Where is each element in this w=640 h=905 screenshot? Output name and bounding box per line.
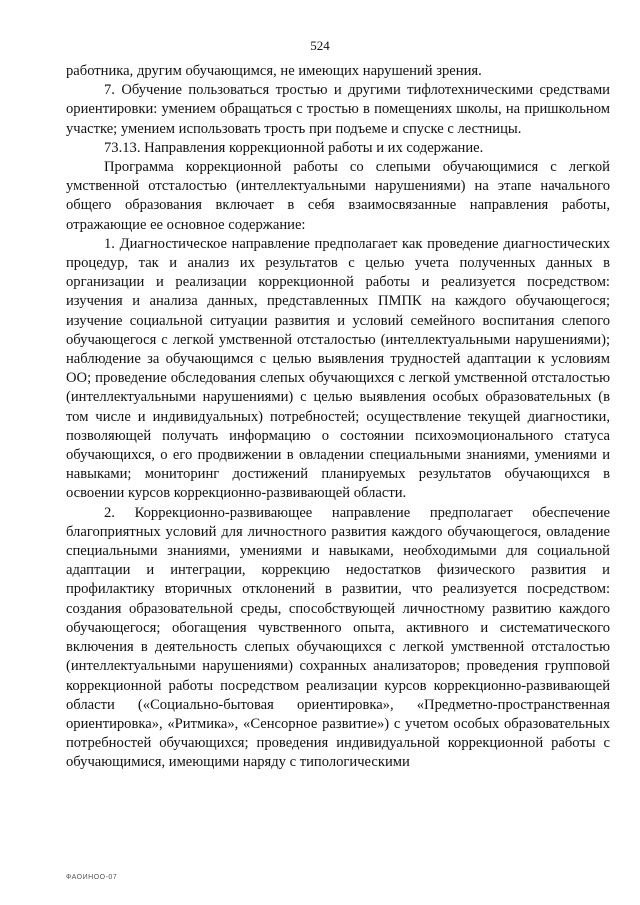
paragraph-diagnostic-direction: 1. Диагностическое направление предполагает как проведение диагностических процедур, так и анализ их результатов с целью учета полученных данных в организации и реализации коррекционной работы и реализуется посредством: изучения и анализа данных, представленных ПМПК на каждого обучающегося; изучение социальной ситуации развития и условий семейного воспитания слепого обучающегося с легкой умственной отсталостью (интеллектуальными нарушениями); наблюдение за обучающимся с целью выявления трудностей адаптации к условиям ОО; проведение обследования слепых обучающихся с легкой умственной отсталостью (интеллектуальными нарушениями) с целью выявления особых образовательных (в том числе и индивидуальных) потребностей; осуществление текущей диагностики, позволяющей получать информацию о состоянии психоэмоционального статуса обучающихся, о его продвижении в овладении специальными знаниями, умениями и навыками; мониторинг достижений планируемых результатов обучающихся в освоении курсов коррекционно-развивающей области. (66, 235, 610, 502)
paragraph-item-7: 7. Обучение пользоваться тростью и другими тифлотехническими средствами ориентировки: умением обращаться с тростью в помещениях школы, на пришкольном участке; умением использовать трость при подъеме и спуске с лестницы. (66, 82, 610, 137)
paragraph-program-intro: Программа коррекционной работы со слепыми обучающимися с легкой умственной отсталостью (интеллектуальными нарушениями) на этапе начального общего образования включает в себя взаимосвязанные направления работы, отражающие ее основное содержание: (66, 159, 610, 233)
footer-mark: ФАОИНОО-07 (66, 874, 118, 881)
document-body (66, 62, 610, 773)
paragraph-continuation: работника, другим обучающимся, не имеющих нарушений зрения. (66, 63, 482, 79)
page-number: 524 (310, 38, 330, 53)
paragraph-correctional-direction: 2. Коррекционно-развивающее направление предполагает обеспечение благоприятных условий для личностного развития каждого обучающегося, овладение специальными знаниями, умениями и навыками, необходимыми для социальной адаптации и интеграции, коррекцию недостатков физического развития и профилактику вторичных отклонений в развитии, что реализуется посредством: создания образовательной среды, способствующей личностному развитию каждого обучающегося; обогащения чувственного опыта, активного и систематического включения в деятельность слепых обучающихся с легкой умственной отсталостью (интеллектуальными нарушениями) сохранных анализаторов; проведения групповой коррекционной работы посредством реализации курсов коррекционно-развивающей области («Социально-бытовая ориентировка», «Предметно-пространственная ориентировка», «Ритмика», «Сенсорное развитие») с учетом особых образовательных потребностей обучающихся; проведения индивидуальной коррекционной работы с обучающимися, имеющими наряду с типологическими (66, 504, 610, 771)
section-heading: 73.13. Направления коррекционной работы и их содержание. (104, 139, 484, 156)
